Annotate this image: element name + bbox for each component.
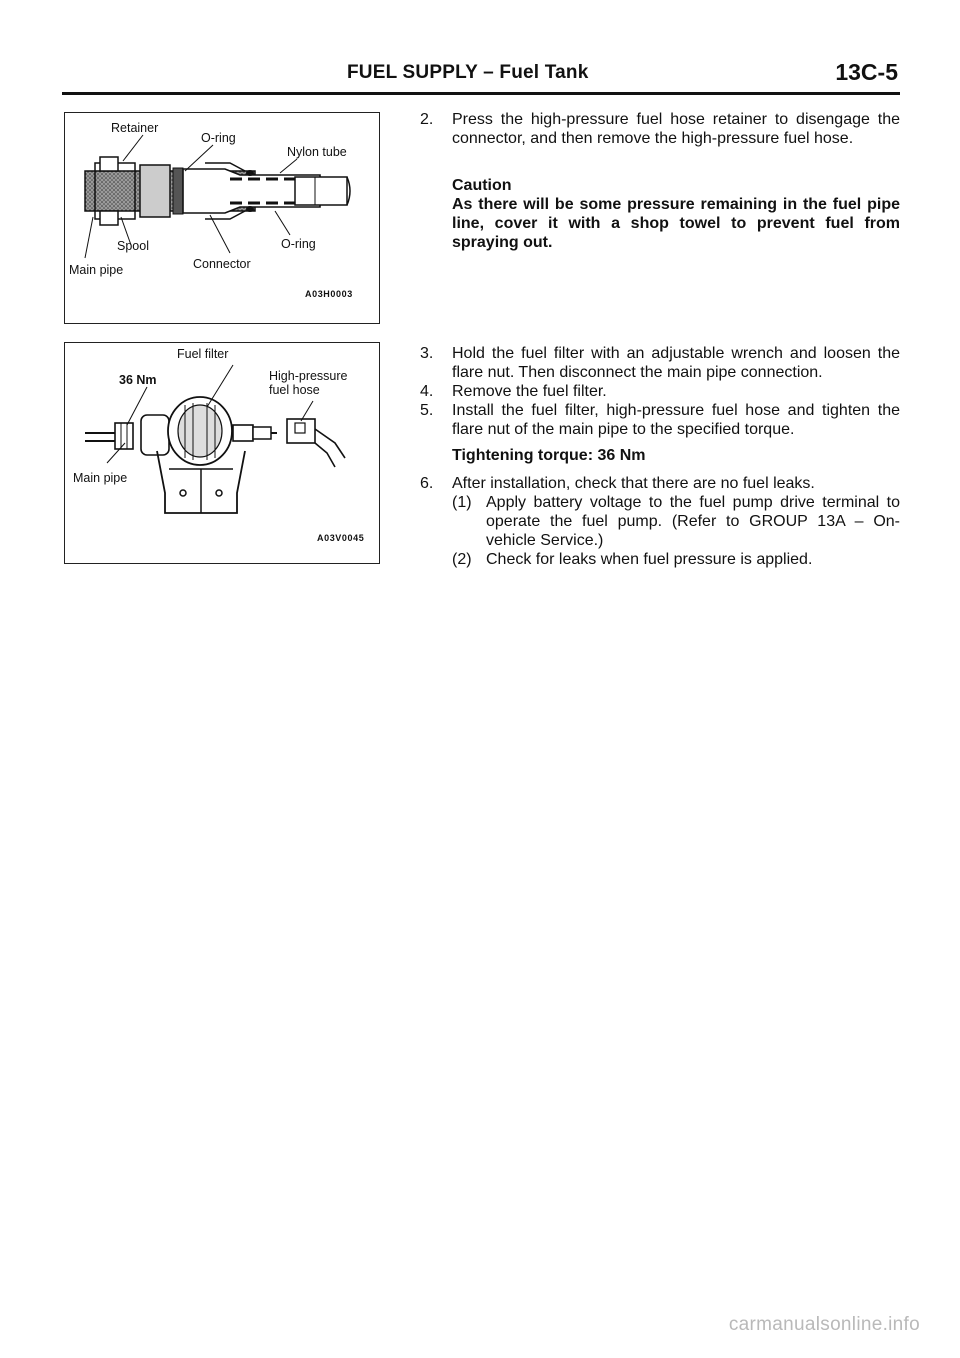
watermark: carmanualsonline.info (728, 1314, 920, 1335)
label-oring-bottom: O-ring (281, 237, 316, 251)
label-nylon-tube: Nylon tube (287, 145, 347, 159)
substep-text: Check for leaks when fuel pressure is applied. (486, 551, 813, 568)
step-number: 2. (420, 111, 434, 128)
figure-connector-section (64, 112, 380, 324)
step-text: Hold the fuel filter with an adjustable wrench and loosen the flare nut. Then disconnect the main pipe connection. (452, 345, 900, 381)
step-3 (420, 344, 900, 382)
step-5 (420, 401, 900, 439)
step-number: 6. (420, 475, 434, 492)
label-retainer: Retainer (111, 121, 159, 135)
tightening-torque: Tightening torque: 36 Nm (452, 447, 646, 464)
step-text: Press the high-pressure fuel hose retainer to disengage the connector, and then remove the high-pressure fuel hose. (452, 111, 900, 147)
instructions-column (420, 110, 900, 580)
caution-title: Caution (452, 177, 512, 194)
label-main-pipe: Main pipe (69, 263, 124, 277)
figure-code: A03V0045 (317, 533, 365, 543)
step-number: 5. (420, 402, 434, 419)
step-6 (420, 474, 900, 493)
figure-fuel-filter (64, 342, 380, 564)
caution-text: As there will be some pressure remaining in the fuel pipe line, cover it with a shop towel to prevent fuel from spraying out. (452, 196, 900, 251)
label-main-pipe: Main pipe (73, 471, 128, 485)
step-text: Install the fuel filter, high-pressure fuel hose and tighten the flare nut of the main pipe to the specified torque. (452, 402, 900, 438)
step-text: Remove the fuel filter. (452, 383, 607, 400)
substep-6-1 (452, 493, 900, 550)
label-torque: 36 Nm (119, 373, 157, 387)
substep-text: Apply battery voltage to the fuel pump drive terminal to operate the fuel pump. (Refer to GROUP 13A – On-vehicle Service.) (486, 494, 900, 549)
substep-number: (2) (452, 551, 472, 568)
label-fuel-filter: Fuel filter (177, 347, 229, 361)
step-2 (420, 110, 900, 148)
label-connector: Connector (193, 257, 251, 271)
substep-number: (1) (452, 494, 472, 511)
label-hp-hose-line2: fuel hose (269, 383, 320, 397)
page-header (62, 59, 900, 95)
step-4 (420, 382, 900, 401)
step-number: 4. (420, 383, 434, 400)
label-spool: Spool (117, 239, 149, 253)
step-text: After installation, check that there are no fuel leaks. (452, 475, 815, 492)
page-number: 13C-5 (835, 59, 898, 85)
section-title: FUEL SUPPLY – Fuel Tank (347, 62, 589, 83)
label-oring-top: O-ring (201, 131, 236, 145)
substep-6-2 (452, 550, 900, 569)
label-hp-hose-line1: High-pressure (269, 369, 348, 383)
figure-code: A03H0003 (305, 289, 353, 299)
step-number: 3. (420, 345, 434, 362)
